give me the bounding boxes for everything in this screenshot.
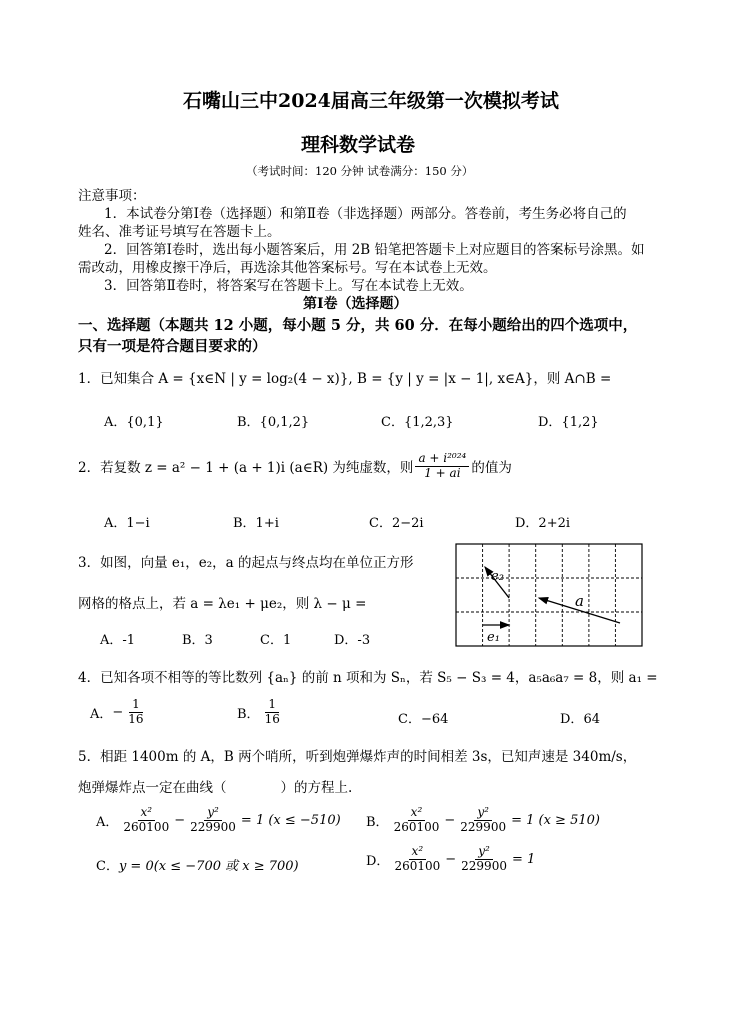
q4-option-a-den: 16 xyxy=(128,711,144,726)
question-3-line2: 网格的格点上，若 a = λe₁ + μe₂，则 λ − μ = xyxy=(78,596,367,612)
q5-a-num2: y² xyxy=(204,806,222,821)
q1-option-a: A．{0,1} xyxy=(104,415,164,430)
q1-option-c: C．{1,2,3} xyxy=(381,415,454,430)
q4-option-d-label: D． xyxy=(560,712,584,727)
q2-option-c: C．2−2i xyxy=(369,516,424,531)
q3-option-d: D．-3 xyxy=(334,633,371,648)
q5-option-d: D． $\frac{\text{x²}}{260100}$ − $\frac{\text{y²}}{229900}$ = 1 xyxy=(366,844,536,873)
part-heading-line2: 只有一项是符合题目要求的） xyxy=(78,338,267,355)
section-title: 第Ⅰ卷（选择题） xyxy=(303,296,408,312)
q2-option-d: D．2+2i xyxy=(515,516,571,531)
q5-option-a-label: A． xyxy=(96,814,119,830)
note-item-2-line2: 需改动，用橡皮擦干净后，再选涂其他答案标号。写在本试卷上无效。 xyxy=(78,260,497,276)
q5-b-den1: 260100 xyxy=(393,819,440,834)
question-5-line1: 5．相距 1400m 的 A，B 两个哨所，听到炮弹爆炸声的时间相差 3s，已知声速是 340m/s， xyxy=(78,749,637,765)
exam-info: （考试时间：120 分钟 试卷满分：150 分） xyxy=(246,164,474,178)
q5-option-d-frac-x xyxy=(391,845,443,874)
note-item-2-line1: 2．回答第Ⅰ卷时，选出每小题答案后，用 2B 铅笔把答题卡上对应题目的答案标号涂黑。如 xyxy=(104,242,645,258)
q3-option-b: B．3 xyxy=(182,633,213,648)
q5-d-den2: 229900 xyxy=(461,858,507,873)
question-3-line1: 3．如图，向量 e₁，e₂，a 的起点与终点均在单位正方形 xyxy=(78,555,414,571)
q2-text-post: 的值为 xyxy=(471,460,512,477)
notes-heading: 注意事项： xyxy=(78,188,146,204)
q5-d-num2: y² xyxy=(475,845,493,860)
q4-option-b-den: 16 xyxy=(264,711,280,726)
label-e1: e₁ xyxy=(487,630,500,645)
q5-option-b-label: B． xyxy=(366,814,389,830)
q5-option-a-tail: = 1 (x ≤ −510) xyxy=(240,812,341,828)
q4-option-c xyxy=(398,708,448,727)
grid-lines xyxy=(456,544,642,646)
q5-b-den2: 229900 xyxy=(460,819,507,834)
q5-option-b-tail: = 1 (x ≥ 510) xyxy=(511,812,600,828)
q1-option-b: B．{0,1,2} xyxy=(237,415,310,430)
q5-option-d-label: D． xyxy=(366,853,390,869)
q5-d-den1: 260100 xyxy=(394,858,441,873)
question-1-text: 1．已知集合 A = {x∈N | y = log₂(4 − x)}, B = {y | y = |x − 1|, x∈A}，则 A∩B = xyxy=(78,371,612,387)
question-4-text: 4．已知各项不相等的等比数列 {aₙ} 的前 n 项和为 Sₙ，若 S₅ − S₃ = 4，a₅a₆a₇ = 8，则 a₁ = xyxy=(78,670,658,686)
q5-option-b-frac-y xyxy=(457,806,509,835)
q5-a-num1: x² xyxy=(138,806,156,821)
q4-option-c-value: −64 xyxy=(420,712,449,727)
q2-text-pre: 2．若复数 z = a² − 1 + (a + 1)i (a∈R) 为纯虚数，则 xyxy=(78,460,414,477)
q4-option-d xyxy=(560,708,600,727)
q4-option-b xyxy=(237,698,285,727)
q5-option-a-frac-y xyxy=(187,806,239,835)
q4-option-a-label: A． xyxy=(90,706,113,722)
q4-option-a-fraction xyxy=(125,698,146,727)
q5-option-c-label: C． xyxy=(96,859,119,874)
exam-subtitle: 理科数学试卷 xyxy=(301,134,416,156)
q5-b-num1: x² xyxy=(408,806,426,821)
q2-option-b: B．1+i xyxy=(233,516,279,531)
question-2-text xyxy=(78,452,512,481)
note-item-3: 3．回答第Ⅱ卷时，将答案写在答题卡上。写在本试卷上无效。 xyxy=(104,278,473,294)
q5-option-a-frac-x xyxy=(120,806,172,835)
q5-option-b-frac-x xyxy=(391,806,443,835)
q3-option-c: C．1 xyxy=(260,633,292,648)
q5-option-d-frac-y xyxy=(458,845,510,874)
q4-option-a xyxy=(90,698,149,727)
q3-option-a: A．-1 xyxy=(100,633,136,648)
q2-fraction xyxy=(415,452,469,481)
q4-option-c-label: C． xyxy=(398,712,421,727)
note-item-1-line1: 1．本试卷分第Ⅰ卷（选择题）和第Ⅱ卷（非选择题）两部分。答卷前，考生务必将自己的 xyxy=(104,206,627,222)
q5-option-b: B． $\frac{\text{x²}}{260100}$ − $\frac{\text{y²}}{229900}$ = 1 (x ≥ 510) xyxy=(366,805,600,834)
label-a: a xyxy=(575,592,584,610)
label-e2: e₂ xyxy=(491,569,504,584)
q5-option-c-value: y = 0(x ≤ −700 或 x ≥ 700) xyxy=(118,859,299,874)
q5-option-a: A． $\frac{\text{x²}}{260100}$ − $\frac{\text{y²}}{229900}$ = 1 (x ≤ −510) xyxy=(96,805,341,834)
q5-a-den1: 260100 xyxy=(123,819,170,834)
q3-vector-grid-figure xyxy=(455,543,645,649)
exam-title: 石嘴山三中2024届高三年级第一次模拟考试 xyxy=(183,90,559,112)
q2-frac-denominator: 1 + ai xyxy=(424,465,461,480)
q5-b-num2: y² xyxy=(474,806,492,821)
q5-a-den2: 229900 xyxy=(190,819,236,834)
q4-option-a-num: 1 xyxy=(129,698,143,713)
q4-option-b-fraction xyxy=(262,698,283,727)
q1-option-d: D．{1,2} xyxy=(538,415,599,430)
part-heading-line1: 一、选择题（本题共 12 小题，每小题 5 分，共 60 分．在每小题给出的四个选项中， xyxy=(78,317,638,334)
q5-option-d-tail: = 1 xyxy=(511,851,536,867)
q4-option-a-sign: − xyxy=(112,704,124,720)
q5-d-num1: x² xyxy=(409,845,427,860)
q4-option-b-label: B． xyxy=(237,706,260,722)
note-item-1-line2: 姓名、准考证号填写在答题卡上。 xyxy=(78,224,281,240)
q2-frac-numerator: a + i²⁰²⁴ xyxy=(415,452,469,467)
q4-option-b-num: 1 xyxy=(265,698,279,713)
q5-option-c xyxy=(96,855,299,874)
q2-option-a: A．1−i xyxy=(104,516,150,531)
question-5-line2: 炮弹爆炸点一定在曲线（ ）的方程上. xyxy=(78,780,353,796)
q4-option-d-value: 64 xyxy=(583,712,600,727)
grid-border xyxy=(456,544,642,646)
